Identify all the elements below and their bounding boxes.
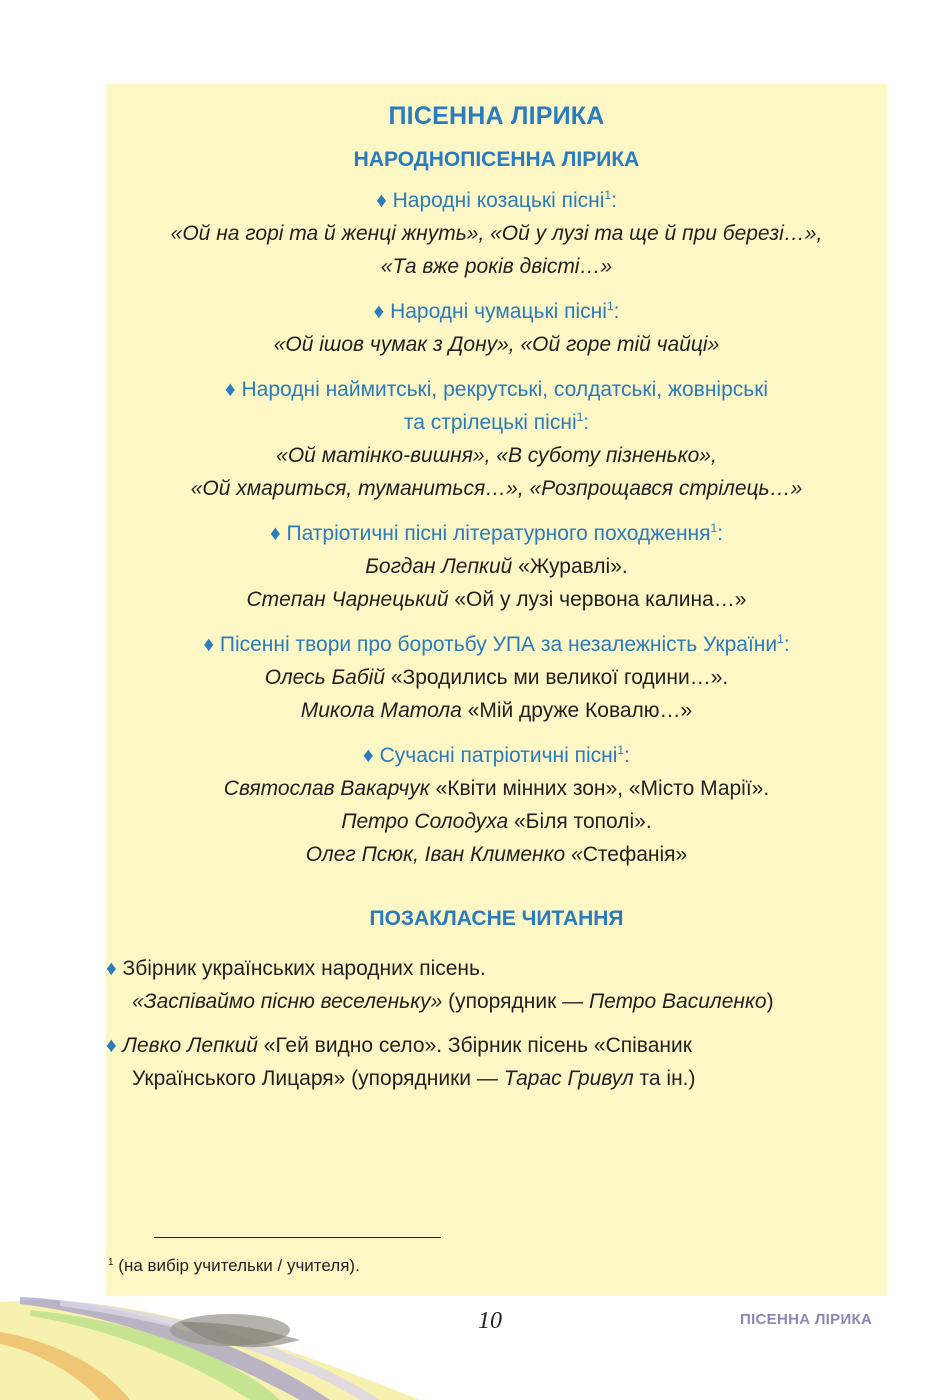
extra-reading-item: ♦ Левко Лепкий «Гей видно село». Збірник пісень «Співаник Українського Лицаря» (упорядники — Тарас Гривул та ін.) bbox=[106, 1034, 696, 1090]
content-panel bbox=[106, 84, 887, 1296]
section-heading: ♦ Патріотичні пісні літературного походження$^1$: bbox=[269, 521, 724, 545]
section-upa-songs bbox=[106, 628, 887, 727]
page-title: ПІСЕННА ЛІРИКА bbox=[388, 102, 605, 130]
section-literary-patriotic-songs bbox=[106, 517, 887, 616]
section-heading: ♦ Сучасні патріотичні пісні$^1$: bbox=[363, 743, 630, 767]
song-list: «Ой матінко-вишня», «В суботу пізненько», bbox=[276, 444, 717, 467]
extra-reading-item: ♦ Збірник українських народних пісень. «Заспіваймо пісню веселеньку» (упорядник — Петро Василенко) bbox=[106, 957, 774, 1013]
section-chumak-songs bbox=[106, 295, 887, 361]
work-entry: Степан Чарнецький «Ой у лузі червона калина…» bbox=[246, 588, 747, 611]
song-list: «Ой на горі та й женці жнуть», «Ой у лузі та ще й при березі…», bbox=[170, 222, 823, 245]
song-list: «Ой ішов чумак з Дону», «Ой горе тій чайці» bbox=[273, 333, 720, 356]
work-entry: Петро Солодуха «Біля тополі». bbox=[341, 810, 652, 833]
diamond-bullet-icon: ♦ bbox=[106, 957, 117, 980]
section-heading: ♦ Народні наймитські, рекрутські, солдатські, жовнірські bbox=[224, 378, 769, 401]
work-entry: Микола Матола «Мій друже Ковалю…» bbox=[300, 699, 693, 722]
section-modern-patriotic-songs bbox=[106, 739, 887, 871]
diamond-bullet-icon: ♦ bbox=[106, 1034, 117, 1057]
section-heading: ♦ Народні козацькі пісні$^1$: bbox=[376, 188, 617, 212]
page-subtitle: НАРОДНОПІСЕННА ЛІРИКА bbox=[353, 148, 640, 171]
page-number: 10 bbox=[478, 1308, 502, 1334]
footnote: $^1$ (на вибір учительки / учителя). bbox=[108, 1256, 360, 1275]
section-cossack-songs bbox=[106, 184, 887, 283]
section-heading: та стрілецькі пісні$^1$: bbox=[403, 410, 590, 434]
work-entry: Богдан Лепкий «Журавлі». bbox=[365, 555, 628, 578]
running-head: ПІСЕННА ЛІРИКА bbox=[740, 1311, 873, 1328]
section-heading: ♦ Пісенні твори про боротьбу УПА за незалежність України$^1$: bbox=[203, 632, 790, 656]
work-entry: Олег Псюк, Іван Клименко «Стефанія» bbox=[305, 843, 688, 866]
section-soldier-songs bbox=[106, 373, 887, 505]
song-list: «Ой хмариться, туманиться…», «Розпрощався стрілець…» bbox=[190, 477, 803, 500]
song-list: «Та вже років двісті…» bbox=[380, 255, 613, 278]
work-entry: Святослав Вакарчук «Квіти мінних зон», «Місто Марії». bbox=[223, 777, 770, 800]
section-heading: ♦ Народні чумацькі пісні$^1$: bbox=[373, 299, 620, 323]
decorative-bird-swirl-icon bbox=[0, 1292, 520, 1400]
extra-reading-heading: ПОЗАКЛАСНЕ ЧИТАННЯ bbox=[369, 907, 624, 930]
footnote-divider bbox=[154, 1237, 441, 1238]
work-entry: Олесь Бабій «Зродились ми великої години…». bbox=[264, 666, 729, 689]
